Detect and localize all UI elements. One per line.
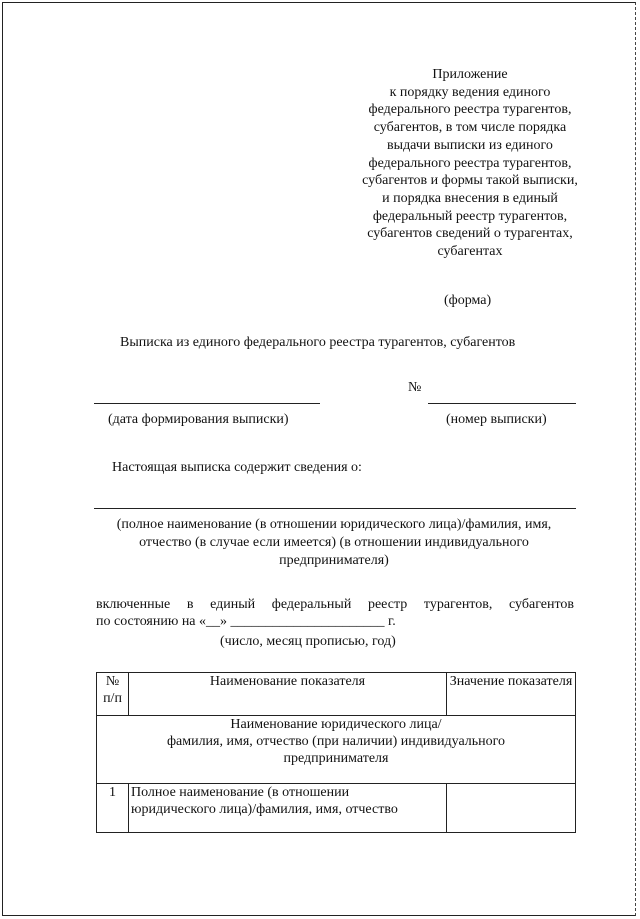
number-caption: (номер выписки) [446,412,547,427]
annex-header [350,66,590,261]
annex-line: субагентах [437,244,503,260]
table-row [97,784,576,833]
annex-line: федерального реестра турагентов, [368,155,572,171]
row-name-line: юридического лица)/фамилия, имя, отчество [131,802,398,817]
annex-line: субагентов и формы такой выписки, [362,173,578,189]
form-label: (форма) [444,293,492,308]
date-caption: (дата формирования выписки) [108,412,289,427]
header-value-cell: Значение показателя [447,673,576,716]
section-line: предпринимателя [283,751,389,766]
annex-line: к порядку ведения единого [389,84,551,100]
row-value-cell [447,784,576,833]
annex-line: субагентов сведений о турагентах, [367,226,573,242]
fullname-caption-line: предпринимателя) [279,553,389,568]
row-name-cell [129,784,447,833]
fullname-field-line [94,508,576,509]
date-field-line [94,403,320,404]
table-header-row [97,673,576,716]
number-field-line [428,403,576,404]
row-num-cell: 1 [97,784,129,833]
annex-line: Приложение [432,67,508,82]
annex-line: выдачи выписки из единого [387,137,553,153]
section-line: Наименование юридического лица/ [230,717,442,732]
row-name-line: Полное наименование (в отношении [131,785,350,800]
fullname-caption-line: (полное наименование (в отношении юридического лица)/фамилия, имя, [116,517,552,532]
fullname-caption-line: отчество (в случае если имеется) (в отношении индивидуального [139,535,529,550]
annex-line: и порядка внесения в единый [382,190,558,206]
annex-line: федерального реестра турагентов, [368,102,572,118]
document-title: Выписка из единого федерального реестра турагентов, субагентов [120,335,516,350]
annex-line: субагентов, в том числе порядка [373,120,567,136]
fullname-caption [94,516,574,570]
included-text-line-2: по состоянию на «__» ______________________ г. [96,614,396,629]
section-line: фамилия, имя, отчество (при наличии) индивидуального [166,734,506,749]
registry-table [96,672,576,833]
included-text-line-1: включенные в единый федеральный реестр турагентов, субагентов [96,597,574,612]
state-date-caption: (число, месяц прописью, год) [220,634,396,649]
header-num-cell: № п/п [97,673,129,716]
contains-text: Настоящая выписка содержит сведения о: [112,460,362,475]
annex-line: федеральный реестр турагентов, [372,208,568,224]
table-section-row [97,716,576,784]
header-name-cell: Наименование показателя [129,673,447,716]
section-cell [97,716,576,784]
number-sign: № [408,380,422,395]
